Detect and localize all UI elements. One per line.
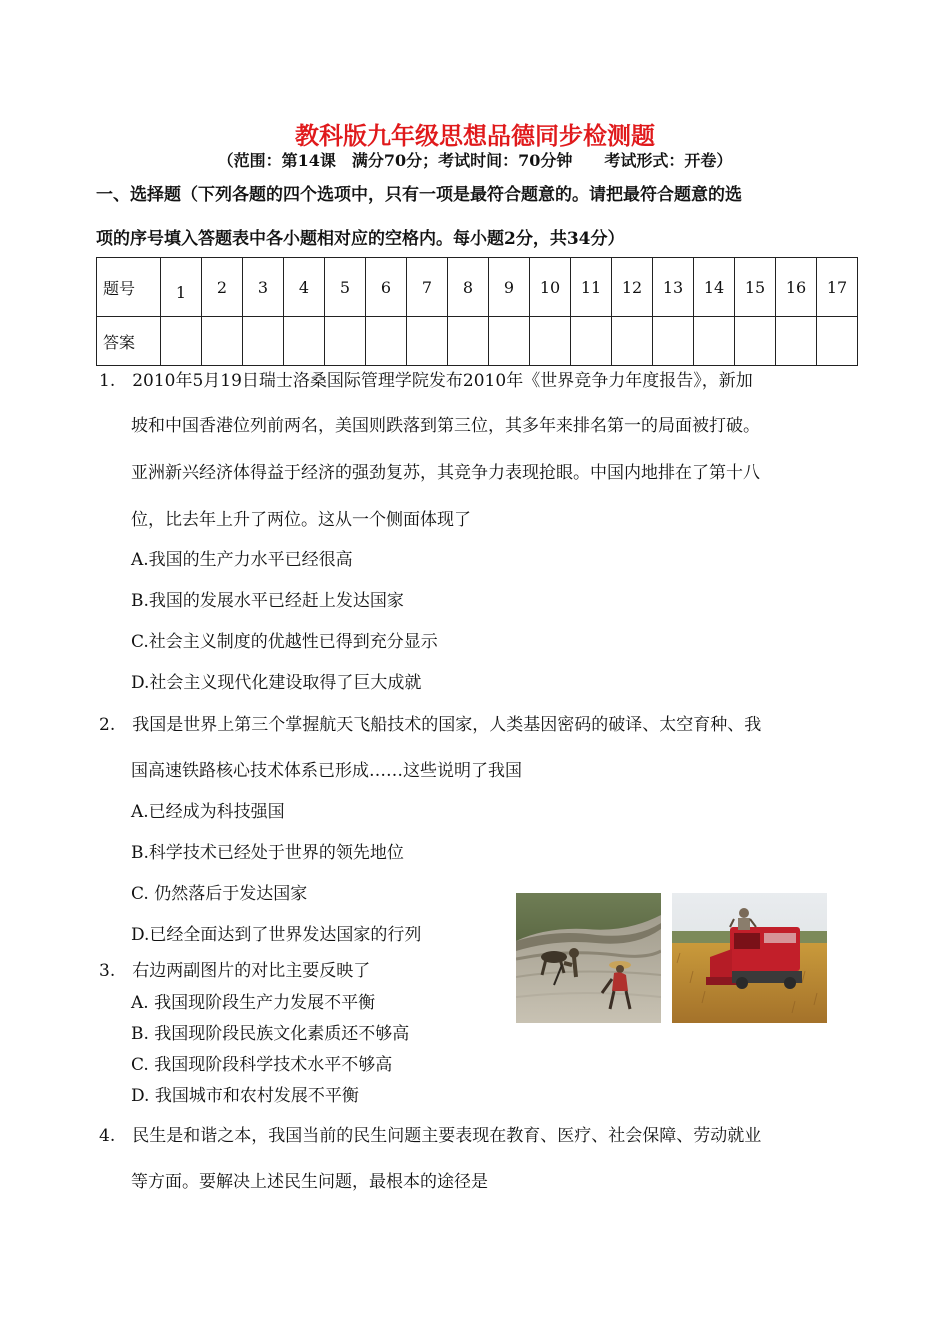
q2-option-a[interactable]: A.已经成为科技强国 bbox=[131, 802, 285, 822]
q3-option-b[interactable]: B. 我国现阶段民族文化素质还不够高 bbox=[131, 1024, 410, 1044]
answer-cell[interactable] bbox=[571, 317, 612, 366]
answer-cell[interactable] bbox=[407, 317, 448, 366]
table-cell-number: 11 bbox=[571, 258, 612, 317]
q1-option-b[interactable]: B.我国的发展水平已经赶上发达国家 bbox=[131, 591, 404, 611]
table-cell-number: 17 bbox=[817, 258, 858, 317]
q3-option-c[interactable]: C. 我国现阶段科学技术水平不够高 bbox=[131, 1055, 393, 1075]
q1-stem-line: 亚洲新兴经济体得益于经济的强劲复苏，其竞争力表现抢眼。中国内地排在了第十八 bbox=[131, 463, 760, 483]
table-cell-number: 7 bbox=[407, 258, 448, 317]
table-cell-number: 13 bbox=[653, 258, 694, 317]
q1-option-a[interactable]: A.我国的生产力水平已经很高 bbox=[131, 550, 353, 570]
answer-cell[interactable] bbox=[325, 317, 366, 366]
section-heading-line1: 一、选择题（下列各题的四个选项中，只有一项是最符合题意的。请把最符合题意的选 bbox=[96, 185, 742, 205]
photo-combine-harvester bbox=[672, 893, 827, 1023]
answer-cell[interactable] bbox=[366, 317, 407, 366]
exam-info: （范围：第14课 满分70分；考试时间：70分钟 考试形式：开卷） bbox=[217, 151, 733, 170]
answer-cell[interactable] bbox=[612, 317, 653, 366]
answer-cell[interactable] bbox=[448, 317, 489, 366]
answer-cell[interactable] bbox=[161, 317, 202, 366]
table-cell-number: 2 bbox=[202, 258, 243, 317]
table-cell-number: 4 bbox=[284, 258, 325, 317]
table-label-number: 题号 bbox=[97, 258, 161, 317]
answer-cell[interactable] bbox=[776, 317, 817, 366]
q2-stem-line: 2. 我国是世界上第三个掌握航天飞船技术的国家，人类基因密码的破译、太空育种、我 bbox=[99, 715, 762, 735]
answer-table-answer-row bbox=[97, 317, 858, 366]
table-cell-number: 12 bbox=[612, 258, 653, 317]
section-heading-line2: 项的序号填入答题表中各小题相对应的空格内。每小题2分，共34分） bbox=[96, 229, 625, 249]
page-title: 教科版九年级思想品德同步检测题 bbox=[295, 121, 655, 150]
answer-cell[interactable] bbox=[653, 317, 694, 366]
table-cell-number: 15 bbox=[735, 258, 776, 317]
answer-cell[interactable] bbox=[817, 317, 858, 366]
q4-stem-line: 4. 民生是和谐之本，我国当前的民生问题主要表现在教育、医疗、社会保障、劳动就业 bbox=[99, 1126, 762, 1146]
answer-cell[interactable] bbox=[284, 317, 325, 366]
answer-cell[interactable] bbox=[694, 317, 735, 366]
table-cell-number: 9 bbox=[489, 258, 530, 317]
table-cell-number: 5 bbox=[325, 258, 366, 317]
table-cell-number: 8 bbox=[448, 258, 489, 317]
q1-stem-line: 1. 2010年5月19日瑞士洛桑国际管理学院发布2010年《世界竞争力年度报告》，新加 bbox=[99, 371, 753, 391]
answer-cell[interactable] bbox=[735, 317, 776, 366]
q2-option-d[interactable]: D.已经全面达到了世界发达国家的行列 bbox=[131, 925, 422, 945]
table-cell-number: 16 bbox=[776, 258, 817, 317]
table-cell-number: 10 bbox=[530, 258, 571, 317]
answer-table-number-row bbox=[97, 258, 858, 317]
q2-option-c[interactable]: C. 仍然落后于发达国家 bbox=[131, 884, 308, 904]
q2-option-b[interactable]: B.科学技术已经处于世界的领先地位 bbox=[131, 843, 404, 863]
q2-stem-line: 国高速铁路核心技术体系已形成……这些说明了我国 bbox=[131, 761, 522, 781]
table-label-answer: 答案 bbox=[97, 317, 161, 366]
q3-stem-line: 3. 右边两副图片的对比主要反映了 bbox=[99, 961, 371, 981]
answer-cell[interactable] bbox=[202, 317, 243, 366]
q1-stem-line: 位，比去年上升了两位。这从一个侧面体现了 bbox=[131, 510, 471, 530]
q1-option-c[interactable]: C.社会主义制度的优越性已得到充分显示 bbox=[131, 632, 438, 652]
table-cell-number: 14 bbox=[694, 258, 735, 317]
q1-stem-line: 坡和中国香港位列前两名，美国则跌落到第三位，其多年来排名第一的局面被打破。 bbox=[131, 416, 760, 436]
answer-cell[interactable] bbox=[489, 317, 530, 366]
photo-rice-paddy-farmers bbox=[516, 893, 661, 1023]
answer-table bbox=[96, 257, 858, 366]
q3-option-d[interactable]: D. 我国城市和农村发展不平衡 bbox=[131, 1086, 359, 1106]
q3-option-a[interactable]: A. 我国现阶段生产力发展不平衡 bbox=[131, 993, 376, 1013]
answer-cell[interactable] bbox=[243, 317, 284, 366]
answer-cell[interactable] bbox=[530, 317, 571, 366]
q1-option-d[interactable]: D.社会主义现代化建设取得了巨大成就 bbox=[131, 673, 422, 693]
table-cell-number: 3 bbox=[243, 258, 284, 317]
q4-stem-line: 等方面。要解决上述民生问题，最根本的途径是 bbox=[131, 1172, 488, 1192]
table-cell-number: 6 bbox=[366, 258, 407, 317]
table-cell-number: 1 bbox=[161, 258, 202, 317]
